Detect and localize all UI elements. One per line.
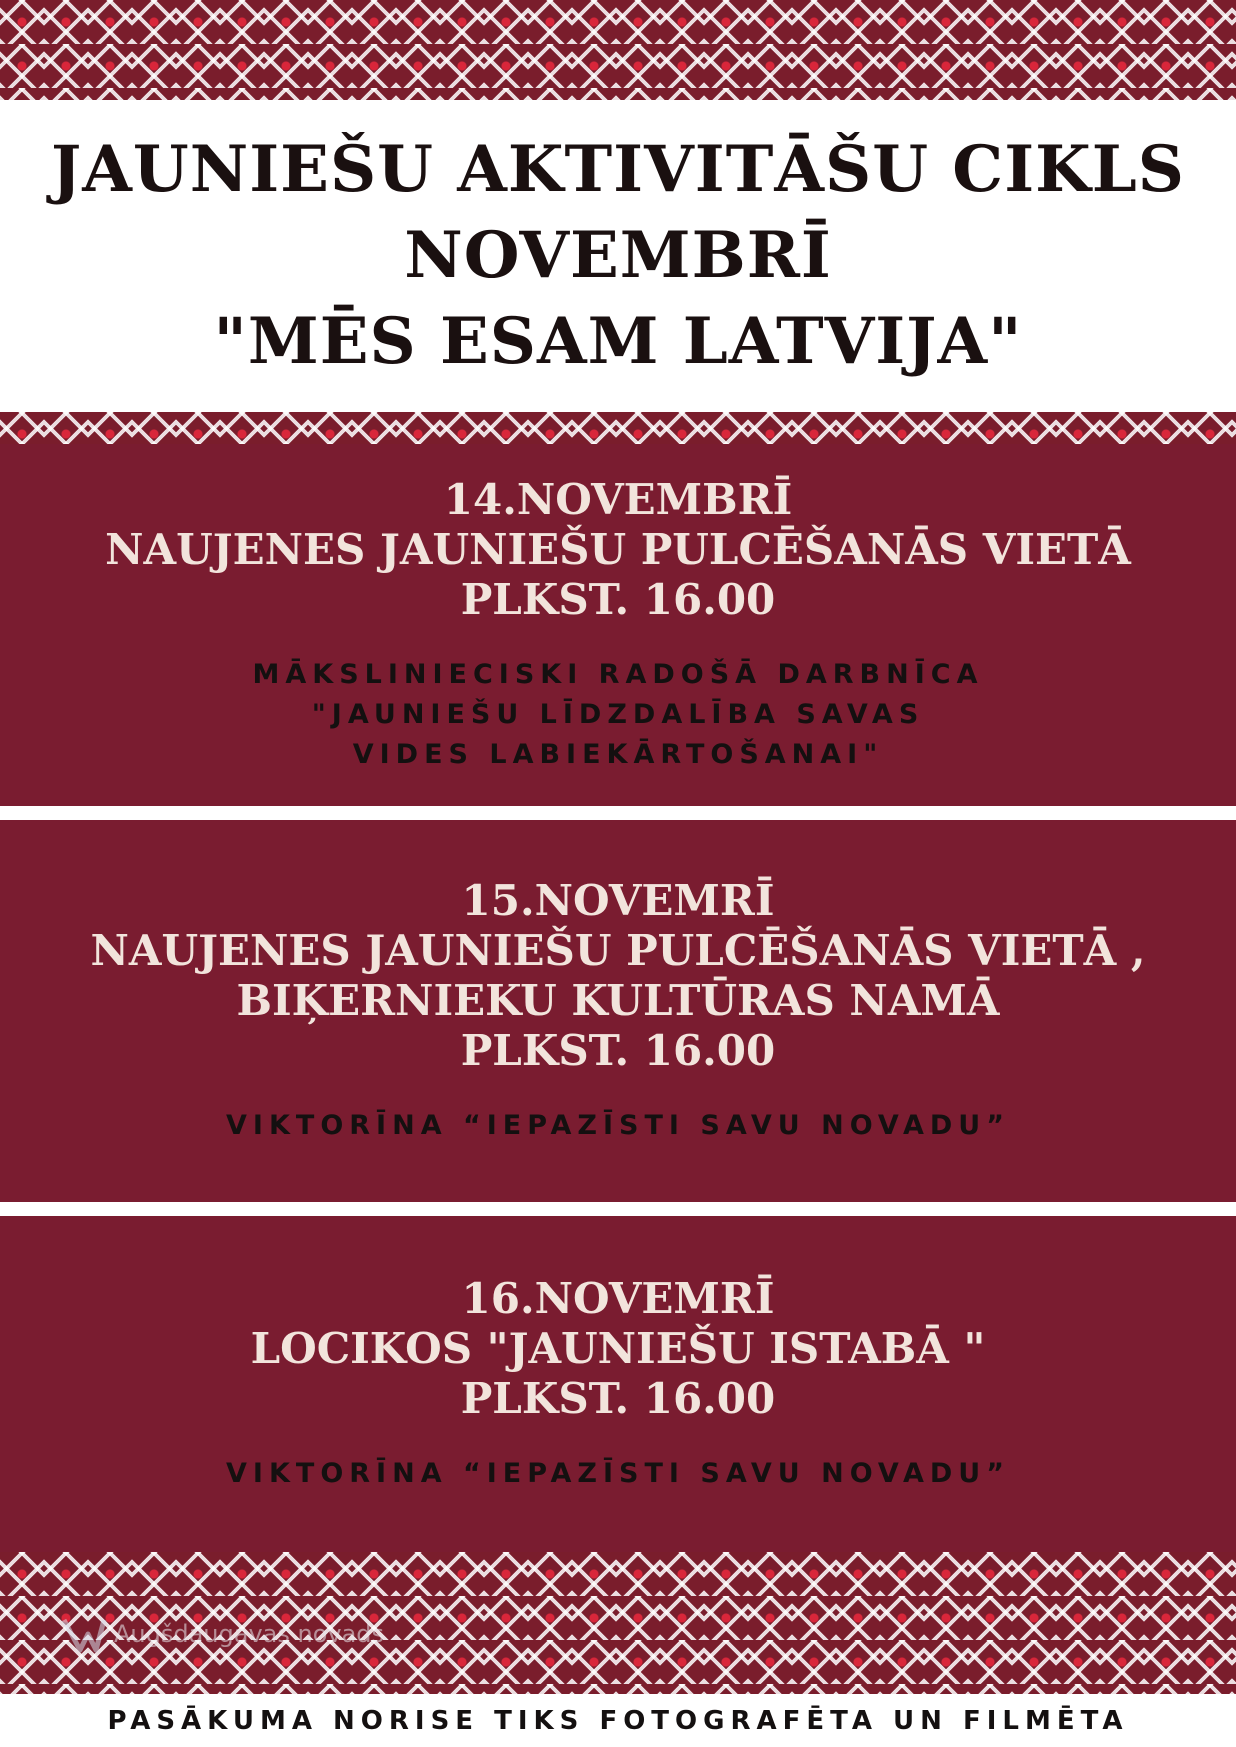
event-location: NAUJENES JAUNIEŠU PULCĒŠANĀS VIETĀ [105,525,1131,574]
municipality-logo-icon [60,1610,108,1658]
event-location: LOCIKOS "JAUNIEŠU ISTABĀ " [250,1324,986,1373]
event-time: PLKST. 16.00 [460,1374,776,1423]
event-time: PLKST. 16.00 [460,575,776,624]
activity-line: MĀKSLINIECISKI RADOŠĀ DARBNĪCA [252,659,984,690]
event-panel-16-november [0,1216,1236,1552]
event-location-2: BIĶERNIEKU KULTŪRAS NAMĀ [236,976,1000,1025]
watermark [60,1610,384,1658]
event-location: NAUJENES JAUNIEŠU PULCĒŠANĀS VIETĀ , [90,926,1146,975]
watermark-text: Augšdaugavas novads [114,1620,385,1648]
footer-text: PASĀKUMA NORISE TIKS FOTOGRAFĒTA UN FILMĒTA [107,1705,1129,1736]
title-line-2: NOVEMBRĪ [404,218,832,293]
activity-line: VIKTORĪNA “IEPAZĪSTI SAVU NOVADU” [226,1458,1010,1489]
event-date: 14.NOVEMBRĪ [443,475,793,524]
event-time: PLKST. 16.00 [460,1026,776,1075]
event-heading [105,475,1131,625]
event-heading [91,876,1146,1076]
event-panel-15-november [0,820,1236,1202]
footer-notice [0,1694,1236,1747]
folk-ornament-divider [0,412,1236,444]
event-activity [226,1454,1010,1494]
title-line-1: JAUNIEŠU AKTIVITĀŠU CIKLS [50,132,1186,207]
event-activity [226,1106,1010,1146]
activity-line: VIDES LABIEKĀRTOŠANAI" [352,739,884,770]
event-date: 15.NOVEMRĪ [461,876,775,925]
activity-line: VIKTORĪNA “IEPAZĪSTI SAVU NOVADU” [226,1110,1010,1141]
folk-ornament-top-band [0,0,1236,100]
event-heading [251,1274,986,1424]
poster-title [0,100,1236,412]
event-date: 16.NOVEMRĪ [461,1274,775,1323]
event-activity [253,655,984,775]
event-panel-14-november [0,444,1236,806]
activity-line: "JAUNIEŠU LĪDZDALĪBA SAVAS [311,699,925,730]
title-line-3: "MĒS ESAM LATVIJA" [213,304,1023,379]
